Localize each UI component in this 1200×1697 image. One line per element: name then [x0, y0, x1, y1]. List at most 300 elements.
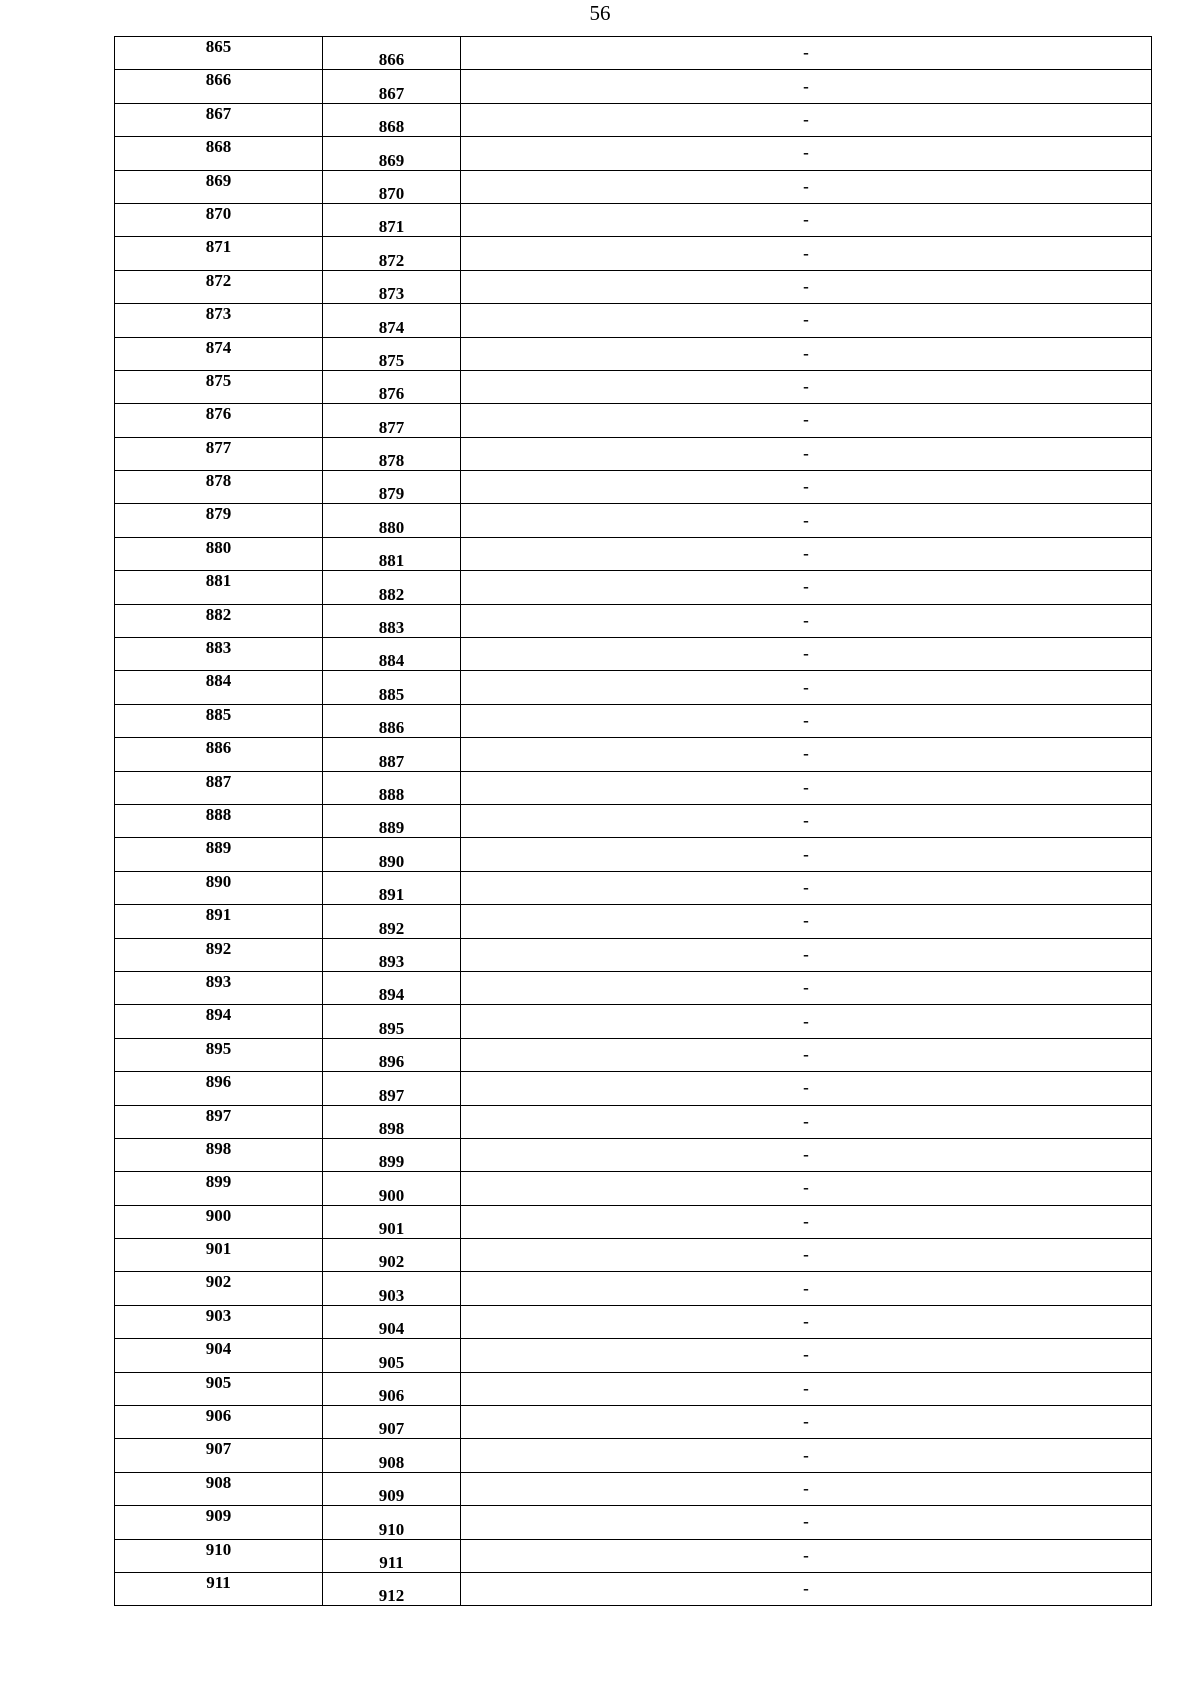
cell-value: 892 — [205, 938, 232, 958]
cell-value: - — [803, 276, 809, 296]
table-cell-col2 — [323, 471, 461, 504]
table-cell-col3 — [461, 1572, 1152, 1605]
table-cell-col2 — [323, 1172, 461, 1205]
table-cell-col2 — [323, 237, 461, 270]
table-cell-col1 — [115, 1572, 323, 1605]
cell-value: 883 — [205, 638, 232, 658]
cell-value: 883 — [378, 618, 405, 638]
table-cell-col3 — [461, 1305, 1152, 1338]
cell-value: 878 — [205, 471, 232, 491]
cell-value: - — [803, 1378, 809, 1398]
table-cell-col2 — [323, 304, 461, 337]
cell-value: 900 — [378, 1185, 405, 1205]
cell-value: 912 — [378, 1586, 405, 1606]
cell-value: 905 — [378, 1352, 405, 1372]
table-cell-col1 — [115, 1239, 323, 1272]
cell-value: - — [803, 76, 809, 96]
table-row — [115, 1472, 1152, 1505]
table-cell-col2 — [323, 604, 461, 637]
cell-value: - — [803, 777, 809, 797]
table-row — [115, 70, 1152, 103]
table-cell-col3 — [461, 137, 1152, 170]
cell-value: 885 — [378, 684, 405, 704]
cell-value: 911 — [206, 1572, 231, 1592]
table-cell-col2 — [323, 437, 461, 470]
cell-value: 910 — [378, 1519, 405, 1539]
table-cell-col1 — [115, 1339, 323, 1372]
cell-value: - — [803, 1579, 809, 1599]
table-cell-col2 — [323, 1439, 461, 1472]
table-cell-col2 — [323, 1038, 461, 1071]
cell-value: - — [803, 510, 809, 530]
table-cell-col2 — [323, 1372, 461, 1405]
table-cell-col3 — [461, 437, 1152, 470]
table-cell-col1 — [115, 1072, 323, 1105]
table-cell-col2 — [323, 1406, 461, 1439]
table-cell-col2 — [323, 1105, 461, 1138]
cell-value: 911 — [379, 1552, 404, 1572]
cell-value: 908 — [378, 1452, 405, 1472]
cell-value: 909 — [205, 1506, 232, 1526]
table-cell-col3 — [461, 1138, 1152, 1171]
table-cell-col2 — [323, 771, 461, 804]
table-row — [115, 604, 1152, 637]
table-cell-col2 — [323, 1472, 461, 1505]
cell-value: 872 — [378, 250, 405, 270]
cell-value: - — [803, 1512, 809, 1532]
table-row — [115, 270, 1152, 303]
cell-value: 880 — [378, 517, 405, 537]
table-cell-col1 — [115, 437, 323, 470]
table-row — [115, 771, 1152, 804]
table-cell-col3 — [461, 370, 1152, 403]
table-row — [115, 437, 1152, 470]
table-cell-col3 — [461, 1005, 1152, 1038]
table-cell-col3 — [461, 671, 1152, 704]
table-cell-col3 — [461, 704, 1152, 737]
table-cell-col1 — [115, 971, 323, 1004]
table-cell-col1 — [115, 1005, 323, 1038]
table-cell-col3 — [461, 1072, 1152, 1105]
table-row — [115, 971, 1152, 1004]
cell-value: - — [803, 711, 809, 730]
table-cell-col1 — [115, 1305, 323, 1338]
table-cell-col3 — [461, 871, 1152, 904]
table-row — [115, 1005, 1152, 1038]
cell-value: 881 — [205, 571, 232, 591]
cell-value: 907 — [205, 1439, 232, 1459]
cell-value: - — [803, 1245, 809, 1265]
table-cell-col1 — [115, 203, 323, 236]
table-cell-col2 — [323, 537, 461, 570]
table-row — [115, 504, 1152, 537]
cell-value: - — [803, 1011, 809, 1031]
cell-value: 866 — [205, 70, 232, 90]
cell-value: 888 — [205, 804, 232, 824]
table-cell-col3 — [461, 1172, 1152, 1205]
table-cell-col3 — [461, 270, 1152, 303]
table-cell-col1 — [115, 604, 323, 637]
table-cell-col3 — [461, 1539, 1152, 1572]
cell-value: - — [803, 644, 809, 664]
table-cell-col2 — [323, 1572, 461, 1605]
table-cell-col3 — [461, 70, 1152, 103]
cell-value: 905 — [205, 1372, 232, 1392]
cell-value: 869 — [205, 170, 232, 190]
cell-value: 897 — [205, 1105, 232, 1125]
cell-value: 895 — [205, 1038, 232, 1058]
cell-value: 910 — [205, 1539, 232, 1559]
table-row — [115, 1038, 1152, 1071]
cell-value: - — [803, 1044, 809, 1064]
cell-value: 891 — [378, 885, 405, 905]
table-cell-col2 — [323, 905, 461, 938]
cell-value: 886 — [378, 718, 405, 738]
table-cell-col2 — [323, 738, 461, 771]
cell-value: 891 — [205, 905, 232, 925]
cell-value: - — [803, 577, 809, 597]
table-cell-col3 — [461, 638, 1152, 671]
table-cell-col3 — [461, 170, 1152, 203]
cell-value: 875 — [378, 350, 405, 370]
table-cell-col1 — [115, 1105, 323, 1138]
table-cell-col2 — [323, 337, 461, 370]
table-row — [115, 537, 1152, 570]
table-cell-col2 — [323, 971, 461, 1004]
table-cell-col2 — [323, 404, 461, 437]
table-cell-col3 — [461, 203, 1152, 236]
table-cell-col3 — [461, 1406, 1152, 1439]
table-row — [115, 738, 1152, 771]
table-row — [115, 938, 1152, 971]
cell-value: 882 — [205, 604, 232, 624]
table-cell-col1 — [115, 471, 323, 504]
cell-value: 886 — [205, 738, 232, 758]
cell-value: - — [803, 1545, 809, 1565]
cell-value: - — [803, 1278, 809, 1298]
cell-value: - — [803, 410, 809, 430]
table-row — [115, 638, 1152, 671]
cell-value: - — [803, 377, 809, 397]
table-cell-col1 — [115, 1439, 323, 1472]
table-cell-col1 — [115, 571, 323, 604]
cell-value: 881 — [378, 551, 405, 571]
cell-value: 884 — [378, 651, 405, 671]
cell-value: 873 — [205, 304, 232, 324]
cell-value: 903 — [378, 1285, 405, 1305]
table-cell-col2 — [323, 1305, 461, 1338]
cell-value: - — [803, 911, 809, 931]
cell-value: 896 — [205, 1072, 232, 1092]
table-cell-col1 — [115, 871, 323, 904]
table-cell-col2 — [323, 1138, 461, 1171]
cell-value: 877 — [378, 417, 405, 437]
cell-value: - — [803, 544, 809, 564]
table-row — [115, 1439, 1152, 1472]
cell-value: 887 — [378, 751, 405, 771]
table-cell-col2 — [323, 1205, 461, 1238]
table-cell-col1 — [115, 103, 323, 136]
table-row — [115, 137, 1152, 170]
cell-value: 866 — [378, 50, 405, 70]
table-cell-col2 — [323, 137, 461, 170]
table-row — [115, 1205, 1152, 1238]
cell-value: 906 — [378, 1386, 405, 1406]
table-cell-col1 — [115, 1138, 323, 1171]
table-cell-col1 — [115, 1038, 323, 1071]
table-cell-col2 — [323, 1239, 461, 1272]
cell-value: 880 — [205, 537, 232, 557]
table-cell-col1 — [115, 337, 323, 370]
table-row — [115, 337, 1152, 370]
cell-value: - — [803, 1312, 809, 1332]
cell-value: 876 — [205, 404, 232, 424]
cell-value: 889 — [205, 838, 232, 858]
cell-value: 887 — [205, 771, 232, 791]
cell-value: 884 — [205, 671, 232, 691]
cell-value: 901 — [378, 1219, 405, 1239]
table-row — [115, 871, 1152, 904]
table-cell-col1 — [115, 170, 323, 203]
table-cell-col3 — [461, 1506, 1152, 1539]
table-cell-col3 — [461, 1038, 1152, 1071]
table-cell-col2 — [323, 70, 461, 103]
cell-value: 871 — [378, 217, 405, 237]
table-body — [115, 37, 1152, 1606]
table-cell-col2 — [323, 571, 461, 604]
cell-value: 871 — [205, 237, 232, 257]
table-cell-col1 — [115, 704, 323, 737]
table-row — [115, 404, 1152, 437]
table-row — [115, 370, 1152, 403]
table-cell-col1 — [115, 738, 323, 771]
cell-value: 870 — [205, 203, 232, 223]
table-cell-col1 — [115, 1272, 323, 1305]
cell-value: 902 — [378, 1252, 405, 1272]
table-cell-col2 — [323, 370, 461, 403]
table-cell-col1 — [115, 1372, 323, 1405]
table-cell-col3 — [461, 1105, 1152, 1138]
cell-value: - — [803, 1178, 809, 1198]
table-cell-col3 — [461, 404, 1152, 437]
cell-value: 879 — [378, 484, 405, 504]
table-cell-col3 — [461, 971, 1152, 1004]
cell-value: 868 — [378, 117, 405, 137]
table-cell-col1 — [115, 1539, 323, 1572]
cell-value: - — [803, 610, 809, 630]
cell-value: 898 — [205, 1138, 232, 1158]
table-cell-col1 — [115, 1406, 323, 1439]
table-cell-col1 — [115, 638, 323, 671]
table-cell-col3 — [461, 37, 1152, 70]
cell-value: 893 — [205, 971, 232, 991]
table-cell-col2 — [323, 37, 461, 70]
cell-value: - — [803, 243, 809, 263]
data-table — [114, 36, 1152, 1606]
table-cell-col1 — [115, 1172, 323, 1205]
table-row — [115, 571, 1152, 604]
table-cell-col3 — [461, 1472, 1152, 1505]
cell-value: - — [803, 811, 809, 831]
table-cell-col1 — [115, 771, 323, 804]
cell-value: 893 — [378, 951, 405, 971]
cell-value: 882 — [378, 584, 405, 604]
cell-value: - — [803, 210, 809, 230]
cell-value: 870 — [378, 183, 405, 203]
table-cell-col2 — [323, 170, 461, 203]
cell-value: 894 — [205, 1005, 232, 1025]
table-cell-col1 — [115, 504, 323, 537]
table-cell-col2 — [323, 671, 461, 704]
table-cell-col3 — [461, 304, 1152, 337]
table-cell-col3 — [461, 1239, 1152, 1272]
table-cell-col3 — [461, 537, 1152, 570]
cell-value: 907 — [378, 1419, 405, 1439]
cell-value: 878 — [378, 451, 405, 471]
cell-value: 899 — [205, 1172, 232, 1192]
cell-value: 872 — [205, 270, 232, 290]
cell-value: 869 — [378, 150, 405, 170]
table-row — [115, 671, 1152, 704]
cell-value: - — [803, 978, 809, 998]
cell-value: - — [803, 744, 809, 764]
cell-value: 879 — [205, 504, 232, 524]
table-row — [115, 1172, 1152, 1205]
table-cell-col3 — [461, 838, 1152, 871]
table-cell-col2 — [323, 1272, 461, 1305]
table-cell-col2 — [323, 1072, 461, 1105]
cell-value: 904 — [205, 1339, 232, 1359]
cell-value: - — [803, 176, 809, 196]
cell-value: - — [803, 877, 809, 897]
table-cell-col3 — [461, 1439, 1152, 1472]
table-cell-col1 — [115, 70, 323, 103]
cell-value: - — [803, 310, 809, 330]
cell-value: - — [803, 1445, 809, 1465]
table-cell-col3 — [461, 471, 1152, 504]
cell-value: - — [803, 944, 809, 964]
cell-value: 888 — [378, 784, 405, 804]
table-cell-col3 — [461, 804, 1152, 837]
cell-value: 865 — [205, 37, 232, 56]
table-cell-col3 — [461, 604, 1152, 637]
cell-value: 868 — [205, 137, 232, 157]
table-cell-col1 — [115, 1205, 323, 1238]
cell-value: 874 — [205, 337, 232, 357]
table-row — [115, 237, 1152, 270]
cell-value: - — [803, 1145, 809, 1165]
table-row — [115, 1305, 1152, 1338]
table-cell-col2 — [323, 1005, 461, 1038]
table-cell-col2 — [323, 804, 461, 837]
table-row — [115, 838, 1152, 871]
cell-value: 899 — [378, 1152, 405, 1172]
table-row — [115, 103, 1152, 136]
table-cell-col3 — [461, 1272, 1152, 1305]
table-cell-col2 — [323, 1339, 461, 1372]
cell-value: 895 — [378, 1018, 405, 1038]
table-row — [115, 1105, 1152, 1138]
table-cell-col1 — [115, 905, 323, 938]
table-row — [115, 203, 1152, 236]
table-cell-col3 — [461, 771, 1152, 804]
cell-value: - — [803, 1412, 809, 1432]
cell-value: - — [803, 143, 809, 163]
table-cell-col2 — [323, 1506, 461, 1539]
table-cell-col3 — [461, 504, 1152, 537]
table-row — [115, 1406, 1152, 1439]
cell-value: 889 — [378, 818, 405, 838]
cell-value: - — [803, 844, 809, 864]
cell-value: - — [803, 1478, 809, 1498]
table-row — [115, 304, 1152, 337]
table-row — [115, 1272, 1152, 1305]
table-cell-col2 — [323, 203, 461, 236]
table-cell-col1 — [115, 671, 323, 704]
cell-value: 885 — [205, 704, 232, 724]
table-row — [115, 905, 1152, 938]
table-row — [115, 1372, 1152, 1405]
table-row — [115, 1506, 1152, 1539]
table-cell-col1 — [115, 304, 323, 337]
cell-value: - — [803, 109, 809, 129]
cell-value: 867 — [378, 83, 405, 103]
table-cell-col1 — [115, 1506, 323, 1539]
table-cell-col3 — [461, 103, 1152, 136]
cell-value: 867 — [205, 103, 232, 123]
table-row — [115, 1572, 1152, 1605]
cell-value: 873 — [378, 284, 405, 304]
table-cell-col3 — [461, 905, 1152, 938]
cell-value: 896 — [378, 1052, 405, 1072]
cell-value: 900 — [205, 1205, 232, 1225]
table-cell-col1 — [115, 804, 323, 837]
cell-value: 875 — [205, 370, 232, 390]
table-cell-col3 — [461, 237, 1152, 270]
cell-value: 908 — [205, 1472, 232, 1492]
table-cell-col2 — [323, 270, 461, 303]
cell-value: 904 — [378, 1319, 405, 1339]
table-cell-col3 — [461, 571, 1152, 604]
table-row — [115, 1239, 1152, 1272]
cell-value: 890 — [205, 871, 232, 891]
table-cell-col1 — [115, 938, 323, 971]
table-cell-col3 — [461, 1205, 1152, 1238]
cell-value: 901 — [205, 1239, 232, 1259]
table-row — [115, 170, 1152, 203]
table-cell-col2 — [323, 638, 461, 671]
cell-value: 909 — [378, 1486, 405, 1506]
cell-value: 876 — [378, 384, 405, 404]
table-cell-col2 — [323, 871, 461, 904]
table-row — [115, 804, 1152, 837]
cell-value: 877 — [205, 437, 232, 457]
page-number: 56 — [589, 1, 611, 25]
cell-value: 903 — [205, 1305, 232, 1325]
cell-value: 890 — [378, 851, 405, 871]
table-cell-col3 — [461, 337, 1152, 370]
table-cell-col1 — [115, 237, 323, 270]
table-cell-col1 — [115, 838, 323, 871]
cell-value: - — [803, 443, 809, 463]
table-cell-col3 — [461, 1339, 1152, 1372]
table-cell-col1 — [115, 1472, 323, 1505]
cell-value: - — [803, 343, 809, 363]
table-cell-col1 — [115, 37, 323, 70]
cell-value: 898 — [378, 1118, 405, 1138]
table-row — [115, 1138, 1152, 1171]
cell-value: 897 — [378, 1085, 405, 1105]
